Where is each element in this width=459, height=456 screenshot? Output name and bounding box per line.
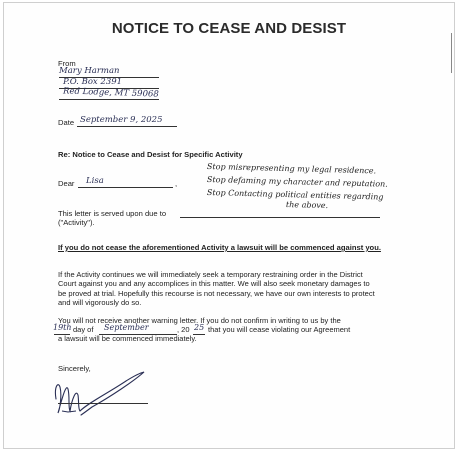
- deadline-day: 19th: [53, 323, 72, 332]
- from-address2-line: [59, 99, 159, 100]
- from-label: From: [58, 59, 76, 68]
- served-text: This letter is served upon due to: [58, 209, 167, 218]
- re-line: Re: Notice to Cease and Desist for Specific Activity: [58, 150, 243, 159]
- served-line: [180, 217, 380, 218]
- signature-line: [58, 403, 148, 404]
- paragraph-deadline-line1: You will not receive another warning letter. If you do not confirm in writing to us by the: [58, 316, 341, 325]
- day-of-label: day of: [73, 325, 94, 334]
- handwritten-note-line2: Stop defaming my character and reputation.: [206, 175, 388, 189]
- dear-name: Lisa: [86, 176, 104, 186]
- paragraph-deadline-line3: a lawsuit will be commenced immediately.: [58, 334, 197, 343]
- paragraph-deadline-line2: that you will cease violating our Agreement: [208, 325, 351, 334]
- from-address-line2: Red Lodge, MT 59068: [62, 86, 159, 100]
- date-line: [77, 126, 177, 127]
- date-value: September 9, 2025: [80, 115, 163, 125]
- deadline-year: 25: [194, 323, 205, 332]
- from-name: Mary Harman: [59, 66, 120, 76]
- sincerely-label: Sincerely,: [58, 364, 91, 373]
- paragraph-restraining-order: If the Activity continues we will immediately seek a temporary restraining order in the District Court against you and any accomplices in this matter. We will also seek monetary damages to be proved at trial. Hopefully this recourse is not necessary, we have our own interests to protect and will vigorously do so.: [58, 270, 375, 308]
- deadline-month: September: [104, 323, 149, 332]
- signature-image: [48, 369, 158, 421]
- dear-comma: ,: [175, 179, 178, 188]
- handwritten-note-line3: Stop Contacting political entities regarding: [206, 188, 384, 202]
- date-label: Date: [58, 118, 75, 127]
- dear-line: [78, 187, 173, 188]
- handwritten-note-line4: the above.: [285, 200, 329, 211]
- deadline-year-prefix: , 20: [177, 325, 190, 334]
- from-address-line1: P.O. Box 2391: [63, 77, 123, 87]
- lawsuit-warning: If you do not cease the aforementioned Activity a lawsuit will be commenced against you.: [58, 243, 381, 252]
- document-title: NOTICE TO CEASE AND DESIST: [111, 20, 347, 37]
- margin-mark: [447, 33, 452, 73]
- handwritten-note-line1: Stop misrepresenting my legal residence.: [206, 162, 377, 176]
- activity-label: ("Activity").: [58, 218, 95, 227]
- document-page: [3, 2, 455, 449]
- dear-label: Dear: [58, 179, 75, 188]
